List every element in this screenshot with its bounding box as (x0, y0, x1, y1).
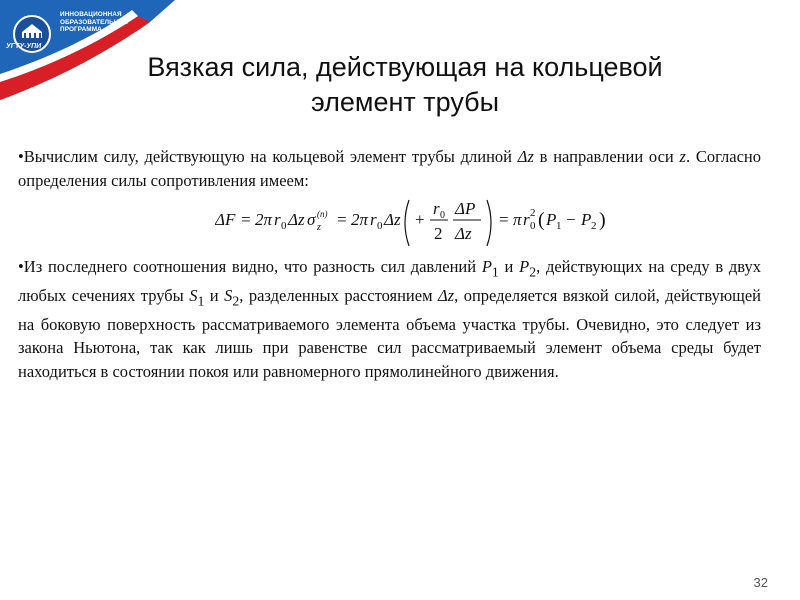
text-segment: и (204, 285, 225, 305)
formula-pi: π (513, 210, 522, 229)
delta-z-symbol: Δz (438, 285, 455, 305)
paragraph-intro (18, 145, 761, 192)
formula-equals-2: = (337, 210, 347, 229)
formula-lhs: ΔF (215, 210, 236, 229)
formula-frac2-den: Δz (455, 224, 472, 243)
formula-p1: P (546, 210, 557, 229)
formula-sigma-sub: z (317, 222, 321, 233)
p1-sub: 1 (491, 264, 499, 280)
formula-two-pi-2: 2π (351, 210, 369, 229)
formula-left-paren (405, 200, 409, 246)
formula-sigma: σ (307, 210, 316, 229)
delta-z-symbol: Δz (517, 147, 534, 166)
formula-paren-close: ) (599, 209, 606, 231)
z-symbol: z (679, 147, 686, 166)
formula-r0sq-sup: 2 (530, 207, 536, 219)
p2-symbol: P (519, 257, 530, 276)
formula-equals-3: = (499, 210, 509, 229)
text-segment: •Из последнего соотношения видно, что разность сил давлений (18, 257, 482, 276)
text-segment: и (498, 257, 520, 276)
text-segment: в направлении оси (533, 147, 680, 166)
formula-right-paren (487, 200, 491, 246)
formula-sigma-sup: (n) (317, 209, 328, 219)
formula-r: r (274, 210, 281, 229)
program-line-1: ИННОВАЦИОННАЯ (60, 11, 122, 18)
force-formula (215, 196, 615, 251)
program-label (60, 11, 140, 34)
formula-p2-sub: 2 (591, 220, 597, 232)
page-number: 32 (753, 575, 768, 590)
title-line-1: Вязкая сила, действующая на кольцевой (147, 52, 663, 82)
formula-frac-num-r: r (433, 199, 440, 218)
program-line-3: ПРОГРАММА (60, 26, 102, 34)
formula-r-2: r (370, 210, 377, 229)
s1-sub: 1 (197, 293, 205, 309)
formula-frac2-num: ΔP (455, 199, 476, 218)
s2-symbol: S (224, 285, 233, 305)
formula-equals: = (241, 210, 251, 229)
p1-symbol: P (481, 257, 492, 276)
formula-paren-open: ( (538, 209, 545, 231)
text-segment: , определяется вязкой силой, действующей на боковую поверхность рассматриваемого элемента объема участка трубы. Очевидно, это следует из закона Ньютона, так как лишь при равенстве сил рассматриваемый элемент объема среды будет находиться в состоянии покоя или равномерного прямолинейного движения. (18, 285, 762, 381)
s2-sub: 2 (232, 293, 240, 309)
text-segment: . Согласно определения силы сопротивления имеем: (18, 147, 761, 190)
program-line-2: ОБРАЗОВАТЕЛЬНАЯ (60, 18, 128, 26)
university-name: УГТУ-УПИ (6, 43, 42, 50)
formula-r-sub-2: 0 (377, 220, 383, 232)
formula-frac-den: 2 (434, 224, 443, 243)
formula-minus: − (566, 210, 576, 229)
text-segment: , действующих на среду в двух любых сечениях трубы (18, 257, 761, 305)
university-emblem-icon (8, 10, 64, 66)
text-segment: , разделенных расстоянием (239, 285, 438, 305)
title-line-2: элемент трубы (310, 87, 500, 117)
formula-frac-num-sub: 0 (440, 210, 445, 221)
p2-sub: 2 (529, 264, 537, 280)
s1-symbol: S (189, 285, 198, 305)
paragraph-conclusion (18, 255, 761, 383)
formula-p1-sub: 1 (556, 220, 562, 232)
formula-dz-2: Δz (384, 210, 401, 229)
text-segment: •Вычислим силу, действующую на кольцевой элемент трубы длиной (18, 147, 518, 166)
slide-title (100, 50, 710, 120)
formula-p2: P (581, 210, 592, 229)
formula-r0sq-sub: 0 (530, 220, 536, 232)
formula-r-sub: 0 (281, 220, 287, 232)
formula-dz: Δz (288, 210, 305, 229)
formula-r-3: r (523, 210, 530, 229)
formula-plus: + (415, 210, 425, 229)
formula-two-pi: 2π (255, 210, 273, 229)
